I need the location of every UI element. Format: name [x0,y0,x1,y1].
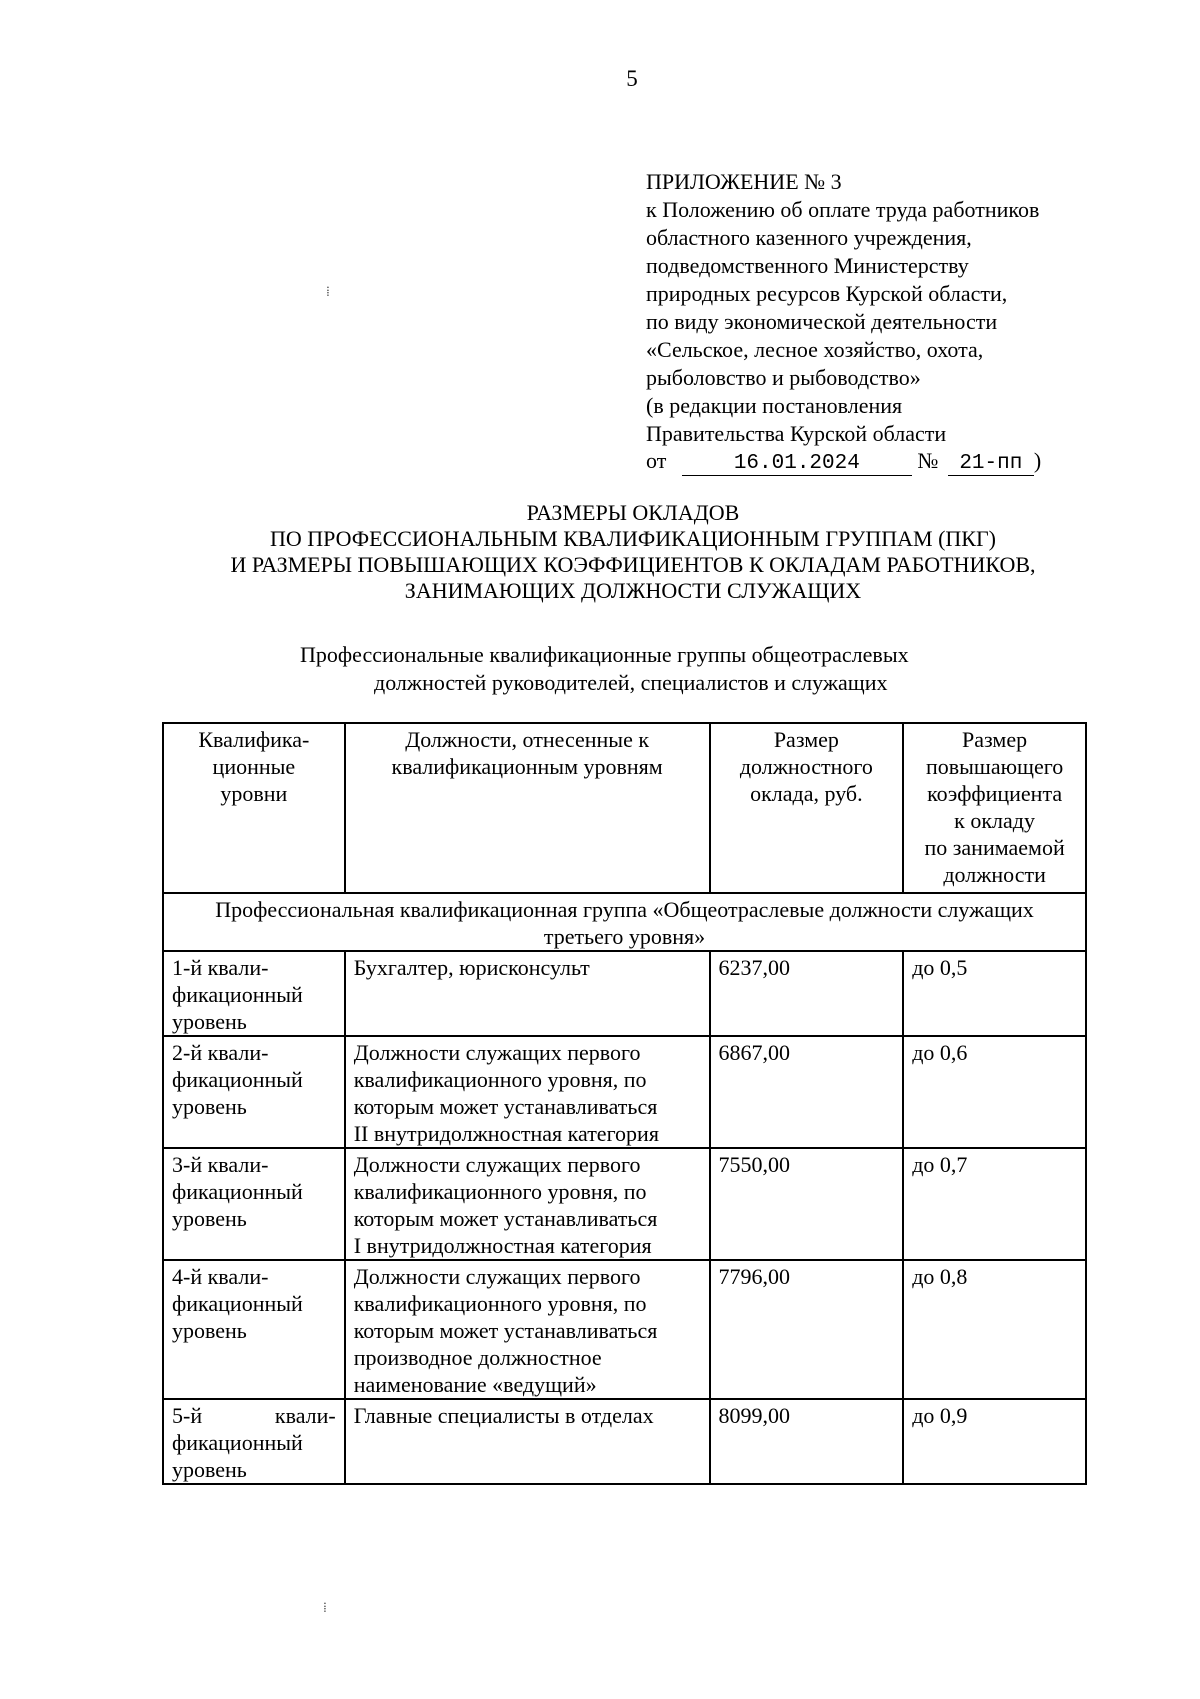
appendix-line: природных ресурсов Курской области, [646,281,1008,306]
title-line: ЗАНИМАЮЩИХ ДОЛЖНОСТИ СЛУЖАЩИХ [404,578,862,603]
header-qualification-levels: Квалифика- ционные уровни [163,723,345,893]
decree-close-paren: ) [1033,448,1042,473]
salary-cell: 8099,00 [710,1399,904,1484]
salary-cell: 7796,00 [710,1260,904,1399]
header-coefficient: Размер повышающего коэффициента к окладу по занимаемой должности [903,723,1086,893]
title-line: И РАЗМЕРЫ ПОВЫШАЮЩИХ КОЭФФИЦИЕНТОВ К ОКЛАДАМ РАБОТНИКОВ, [230,552,1036,577]
subtitle-line: Профессиональные квалификационные группы общеотраслевых [300,642,909,667]
table-row [163,1036,1086,1148]
coefficient-cell: до 0,8 [903,1260,1086,1399]
salary-cell: 6237,00 [710,951,904,1036]
header-salary: Размер должностного оклада, руб. [710,723,904,893]
salary-cell: 7550,00 [710,1148,904,1260]
appendix-line: подведомственного Министерству [646,253,969,278]
header-positions: Должности, отнесенные к квалификационным уровням [345,723,710,893]
subtitle-line: должностей руководителей, специалистов и служащих [374,670,888,695]
group-title: Профессиональная квалификационная группа «Общеотраслевые должности служащих третьего уровня» [163,893,1086,951]
decree-number-label: № [917,448,939,473]
salary-cell: 6867,00 [710,1036,904,1148]
appendix-line: «Сельское, лесное хозяйство, охота, [646,337,984,362]
table-row [163,1260,1086,1399]
positions-cell: Должности служащих первого квалификационного уровня, по которым может устанавливаться II внутридолжностная категория [345,1036,710,1148]
appendix-line: Правительства Курской области [646,421,947,446]
table-header-row [163,723,1086,893]
coefficient-cell: до 0,9 [903,1399,1086,1484]
appendix-line: ПРИЛОЖЕНИЕ № 3 [646,169,842,194]
level-cell: 3-й квали- фикационный уровень [163,1148,345,1260]
title-line: РАЗМЕРЫ ОКЛАДОВ [526,500,740,525]
coefficient-cell: до 0,6 [903,1036,1086,1148]
table-row [163,1399,1086,1484]
section-subtitle [300,641,909,697]
table-row [163,951,1086,1036]
coefficient-cell: до 0,5 [903,951,1086,1036]
positions-cell: Бухгалтер, юрисконсульт [345,951,710,1036]
level-cell: 2-й квали- фикационный уровень [163,1036,345,1148]
document-title [160,500,1106,604]
decree-number: 21-пп [948,452,1034,476]
coefficient-cell: до 0,7 [903,1148,1086,1260]
positions-cell: Должности служащих первого квалификационного уровня, по которым может устанавливаться I внутридолжностная категория [345,1148,710,1260]
group-title-row [163,893,1086,951]
level-cell: 4-й квали- фикационный уровень [163,1260,345,1399]
decree-reference [646,448,1041,476]
decree-from-label: от [646,448,667,473]
appendix-line: к Положению об оплате труда работников [646,197,1040,222]
positions-cell: Должности служащих первого квалификационного уровня, по которым может устанавливаться производное должностное наименование «ведущий» [345,1260,710,1399]
decree-date: 16.01.2024 [682,452,912,476]
salary-table [162,722,1087,1485]
appendix-line: рыболовство и рыбоводство» [646,365,921,390]
title-line: ПО ПРОФЕССИОНАЛЬНЫМ КВАЛИФИКАЦИОННЫМ ГРУППАМ (ПКГ) [269,526,997,551]
level-cell: 5-й квали- фикационный уровень [163,1399,345,1484]
scan-speck: ⁞ [326,285,330,300]
positions-cell: Главные специалисты в отделах [345,1399,710,1484]
appendix-line: (в редакции постановления [646,393,903,418]
appendix-line: областного казенного учреждения, [646,225,972,250]
scan-speck: ⁞ [323,1601,327,1616]
level-cell: 1-й квали- фикационный уровень [163,951,345,1036]
appendix-block [646,168,1039,448]
table-row [163,1148,1086,1260]
page-number: 5 [626,66,638,91]
appendix-line: по виду экономической деятельности [646,309,998,334]
